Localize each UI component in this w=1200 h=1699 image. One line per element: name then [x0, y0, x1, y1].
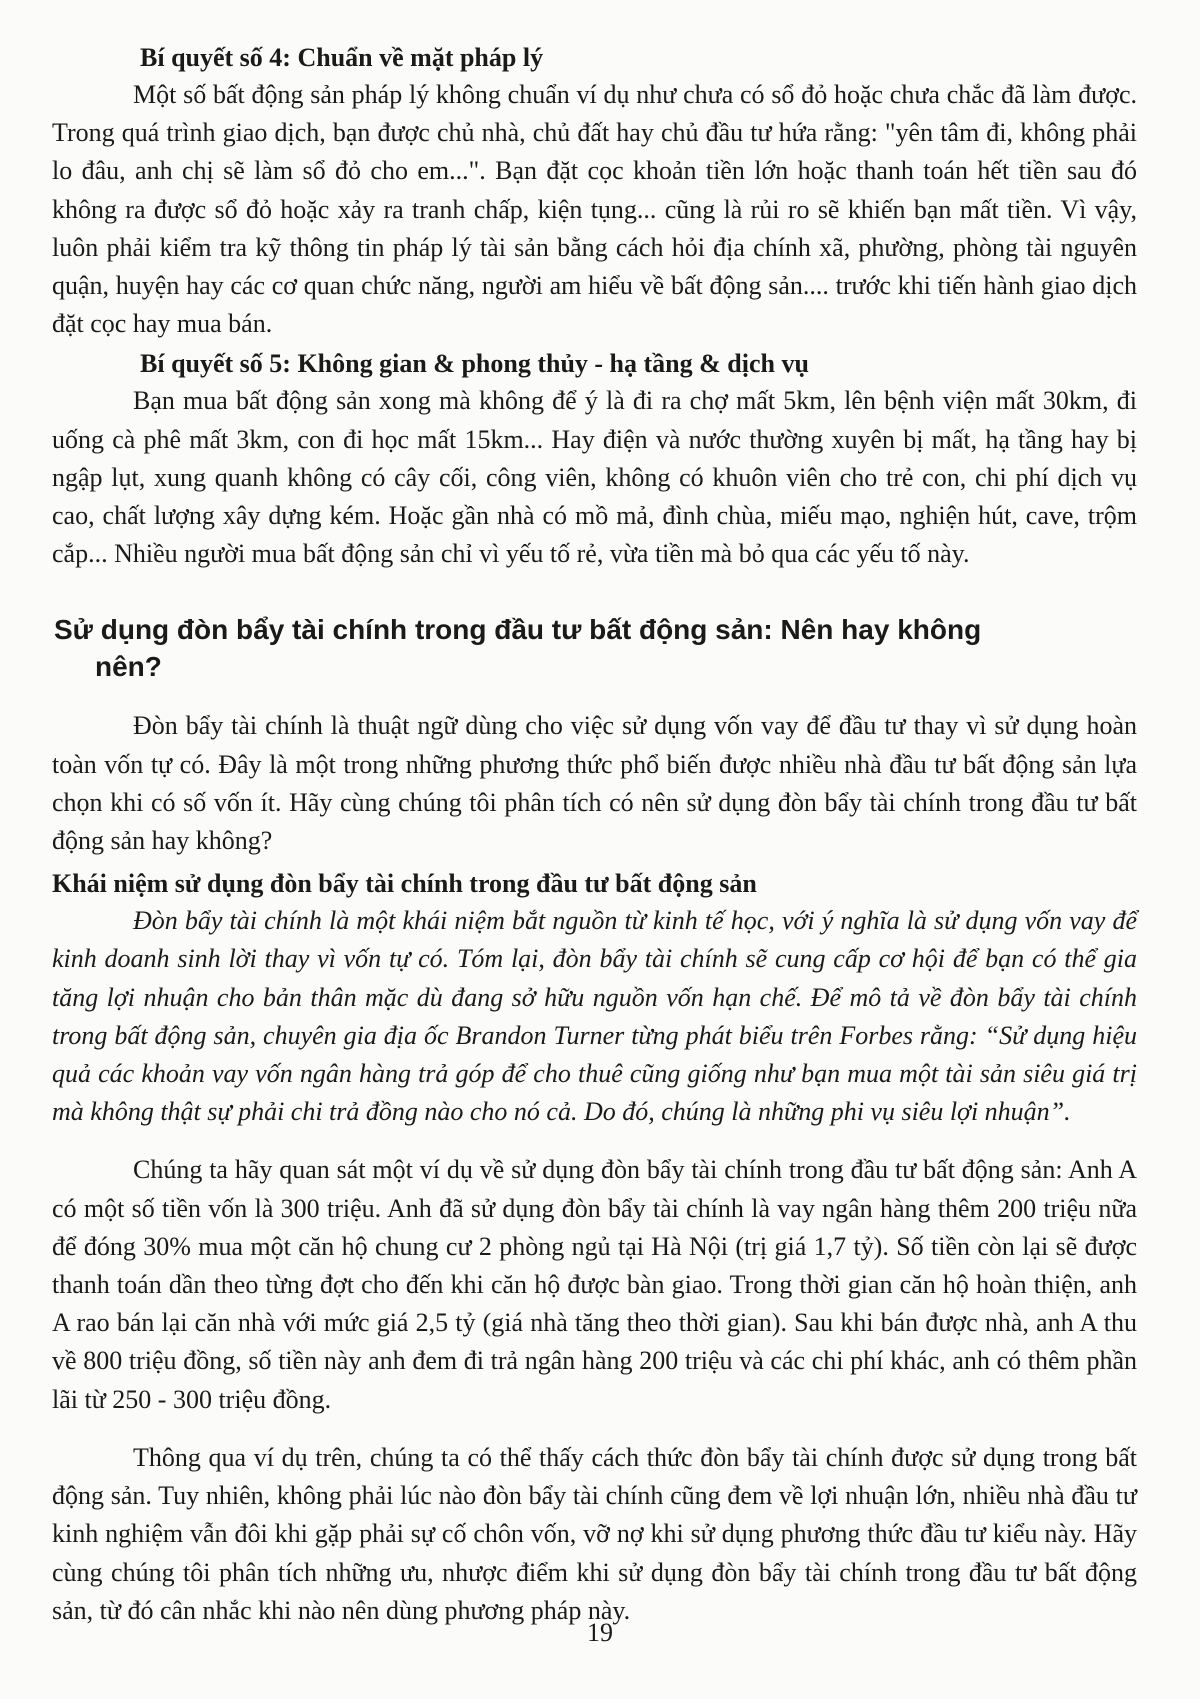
leverage-concept-subheading: Khái niệm sử dụng đòn bẩy tài chính trong đầu tư bất động sản: [52, 869, 757, 899]
leverage-example-paragraph: Chúng ta hãy quan sát một ví dụ về sử dụng đòn bẩy tài chính trong đầu tư bất động sản: Anh A có một số tiền vốn là 300 triệu. Anh đã sử dụng đòn bẩy tài chính là vay ngân hàng thêm 200 triệu nữa để đóng 30% mua một căn hộ chung cư 2 phòng ngủ tại Hà Nội (trị giá 1,7 tỷ). Số tiền còn lại sẽ được thanh toán dần theo từng đợt cho đến khi căn hộ được bàn giao. Trong thời gian căn hộ hoàn thiện, anh A rao bán lại căn nhà với mức giá 2,5 tỷ (giá nhà tăng theo thời gian). Sau khi bán được nhà, anh A thu về 800 triệu đồng, số tiền này anh đem đi trả ngân hàng 200 triệu và các chi phí khác, anh có thêm phần lãi từ 250 - 300 triệu đồng.: [52, 1155, 1137, 1414]
page-number: 19: [587, 1618, 613, 1647]
page-content: [52, 40, 1137, 1630]
leverage-conclusion-paragraph: Thông qua ví dụ trên, chúng ta có thể thấy cách thức đòn bẩy tài chính được sử dụng trong bất động sản. Tuy nhiên, không phải lúc nào đòn bẩy tài chính cũng đem về lợi nhuận lớn, nhiều nhà đầu tư kinh nghiệm vẫn đôi khi gặp phải sự cố chôn vốn, vỡ nợ khi sử dụng phương thức đầu tư kiểu này. Hãy cùng chúng tôi phân tích những ưu, nhược điểm khi sử dụng đòn bẩy tài chính trong đầu tư bất động sản, từ đó cân nhắc khi nào nên dùng phương pháp này.: [52, 1442, 1137, 1625]
leverage-section-heading: [52, 611, 1137, 685]
leverage-intro-paragraph: Đòn bẩy tài chính là thuật ngữ dùng cho việc sử dụng vốn vay để đầu tư thay vì sử dụng hoàn toàn vốn tự có. Đây là một trong những phương thức phổ biến được nhiều nhà đầu tư bất động sản lựa chọn khi có số vốn ít. Hãy cùng chúng tôi phân tích có nên sử dụng đòn bẩy tài chính trong đầu tư bất động sản hay không?: [52, 711, 1137, 856]
tip5-paragraph: Bạn mua bất động sản xong mà không để ý là đi ra chợ mất 5km, lên bệnh viện mất 30km, đi uống cà phê mất 3km, con đi học mất 15km... Hay điện và nước thường xuyên bị mất, hạ tầng hay bị ngập lụt, xung quanh không có cây cối, công viên, không có khuôn viên cho trẻ con, chi phí dịch vụ cao, chất lượng xây dựng kém. Hoặc gần nhà có mồ mả, đình chùa, miếu mạo, nghiện hút, cave, trộm cắp... Nhiều người mua bất động sản chỉ vì yếu tố rẻ, vừa tiền mà bỏ qua các yếu tố này.: [52, 386, 1137, 569]
tip5-heading: Bí quyết số 5: Không gian & phong thủy - hạ tầng & dịch vụ: [140, 349, 809, 379]
tip4-heading: Bí quyết số 4: Chuẩn về mặt pháp lý: [140, 43, 544, 72]
leverage-heading-line1: Sử dụng đòn bẩy tài chính trong đầu tư bất động sản: Nên hay không: [54, 614, 982, 646]
leverage-definition-paragraph: Đòn bẩy tài chính là một khái niệm bắt nguồn từ kinh tế học, với ý nghĩa là sử dụng vốn vay để kinh doanh sinh lời thay vì vốn tự có. Tóm lại, đòn bẩy tài chính sẽ cung cấp cơ hội để bạn có thể gia tăng lợi nhuận cho bản thân mặc dù đang sở hữu nguồn vốn hạn chế. Để mô tả về đòn bẩy tài chính trong bất động sản, chuyên gia địa ốc Brandon Turner từng phát biểu trên Forbes rằng: “Sử dụng hiệu quả các khoản vay vốn ngân hàng trả góp để cho thuê cũng giống như bạn mua một tài sản siêu giá trị mà không thật sự phải chi trả đồng nào cho nó cả. Do đó, chúng là những phi vụ siêu lợi nhuận”.: [52, 906, 1137, 1127]
tip4-paragraph: Một số bất động sản pháp lý không chuẩn ví dụ như chưa có sổ đỏ hoặc chưa chắc đã làm được. Trong quá trình giao dịch, bạn được chủ nhà, chủ đất hay chủ đầu tư hứa rằng: "yên tâm đi, không phải lo đâu, anh chị sẽ làm sổ đỏ cho em...". Bạn đặt cọc khoản tiền lớn hoặc thanh toán hết tiền sau đó không ra được sổ đỏ hoặc xảy ra tranh chấp, kiện tụng... cũng là rủi ro sẽ khiến bạn mất tiền. Vì vậy, luôn phải kiểm tra kỹ thông tin pháp lý tài sản bằng cách hỏi địa chính xã, phường, phòng tài nguyên quận, huyện hay các cơ quan chức năng, người am hiểu về bất động sản.... trước khi tiến hành giao dịch đặt cọc hay mua bán.: [52, 80, 1137, 339]
leverage-heading-line2: nên?: [95, 651, 162, 683]
